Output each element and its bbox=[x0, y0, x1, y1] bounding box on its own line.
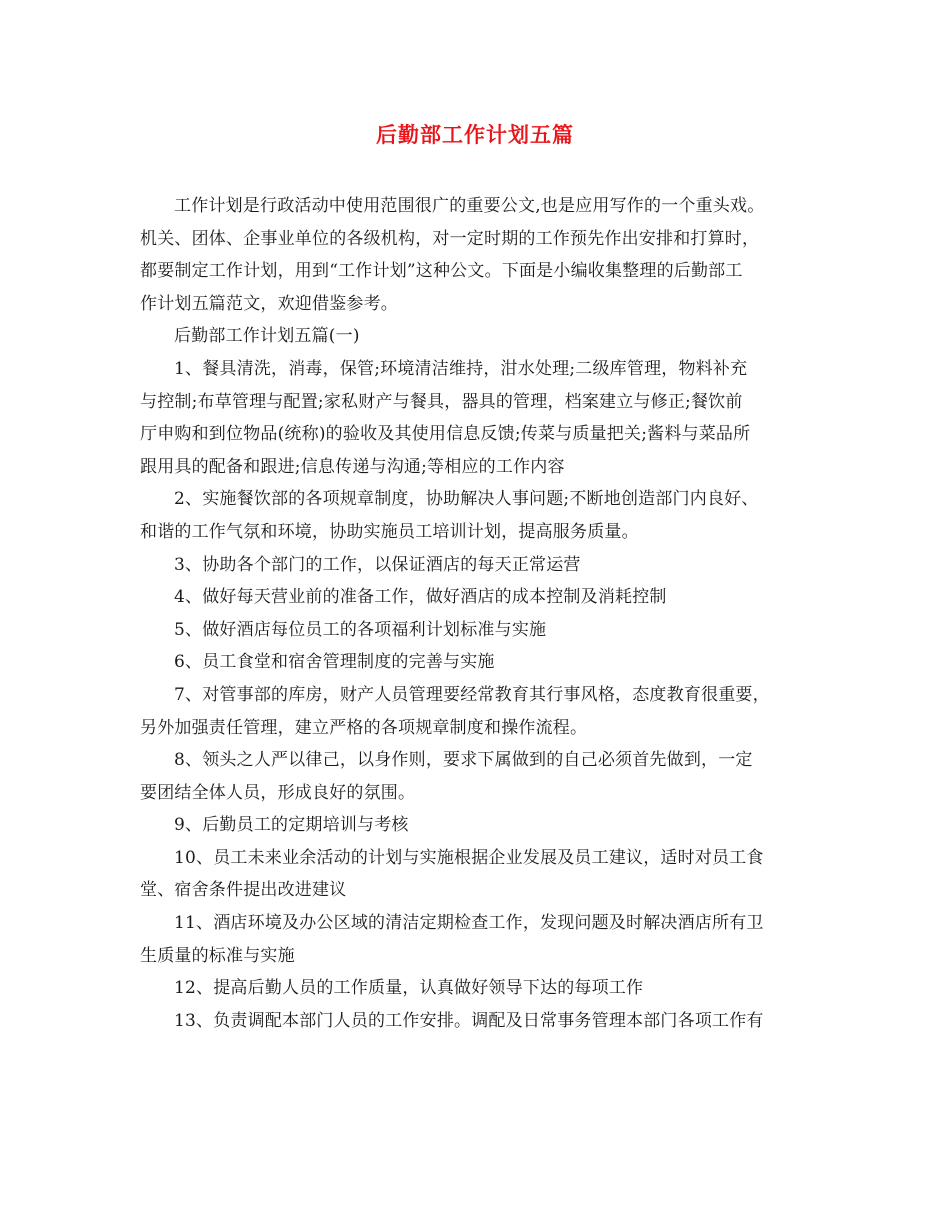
body-line: 机关、团体、企事业单位的各级机构，对一定时期的工作预先作出安排和打算时， bbox=[140, 228, 760, 249]
body-line: 3、协助各个部门的工作，以保证酒店的每天正常运营 bbox=[174, 554, 581, 575]
body-line: 和谐的工作气氛和环境，协助实施员工培训计划，提高服务质量。 bbox=[140, 521, 639, 542]
document-body bbox=[140, 190, 830, 1037]
body-line: 都要制定工作计划，用到“工作计划”这种公文。下面是小编收集整理的后勤部工 bbox=[140, 261, 743, 282]
body-line: 后勤部工作计划五篇(一) bbox=[174, 326, 360, 347]
body-line: 跟用具的配备和跟进;信息传递与沟通;等相应的工作内容 bbox=[140, 456, 565, 477]
body-line: 1、餐具清洗，消毒，保管;环境清洁维持，泔水处理;二级库管理，物料补充 bbox=[174, 358, 748, 379]
body-line: 2、实施餐饮部的各项规章制度，协助解决人事问题;不断地创造部门内良好、 bbox=[174, 489, 759, 510]
body-line: 8、领头之人严以律己，以身作则，要求下属做到的自己必须首先做到，一定 bbox=[174, 750, 753, 771]
body-line: 13、负责调配本部门人员的工作安排。调配及日常事务管理本部门各项工作有 bbox=[174, 1010, 764, 1031]
body-line: 7、对管事部的库房，财产人员管理要经常教育其行事风格，态度教育很重要， bbox=[174, 684, 770, 705]
body-line: 9、后勤员工的定期培训与考核 bbox=[174, 815, 409, 836]
body-line: 作计划五篇范文，欢迎借鉴参考。 bbox=[140, 293, 398, 314]
body-line: 4、做好每天营业前的准备工作，做好酒店的成本控制及消耗控制 bbox=[174, 587, 667, 608]
body-line: 5、做好酒店每位员工的各项福利计划标准与实施 bbox=[174, 619, 547, 640]
body-line: 要团结全体人员，形成良好的氛围。 bbox=[140, 782, 416, 803]
body-line: 堂、宿舍条件提出改进建议 bbox=[140, 880, 347, 901]
body-line: 生质量的标准与实施 bbox=[140, 945, 295, 966]
body-line: 12、提高后勤人员的工作质量，认真做好领导下达的每项工作 bbox=[174, 978, 644, 999]
document-title: 后勤部工作计划五篇 bbox=[376, 122, 574, 147]
body-line: 11、酒店环境及办公区域的清洁定期检查工作，发现问题及时解决酒店所有卫 bbox=[174, 913, 764, 934]
body-line: 工作计划是行政活动中使用范围很广的重要公文,也是应用写作的一个重头戏。 bbox=[174, 196, 765, 216]
body-line: 另外加强责任管理，建立严格的各项规章制度和操作流程。 bbox=[140, 717, 588, 738]
body-line: 厅申购和到位物品(统称)的验收及其使用信息反馈;传菜与质量把关;酱料与菜品所 bbox=[140, 424, 751, 445]
body-line: 与控制;布草管理与配置;家私财产与餐具，器具的管理，档案建立与修正;餐饮前 bbox=[140, 391, 743, 412]
body-line: 6、员工食堂和宿舍管理制度的完善与实施 bbox=[174, 652, 495, 673]
body-line: 10、员工未来业余活动的计划与实施根据企业发展及员工建议，适时对员工食 bbox=[174, 847, 764, 868]
